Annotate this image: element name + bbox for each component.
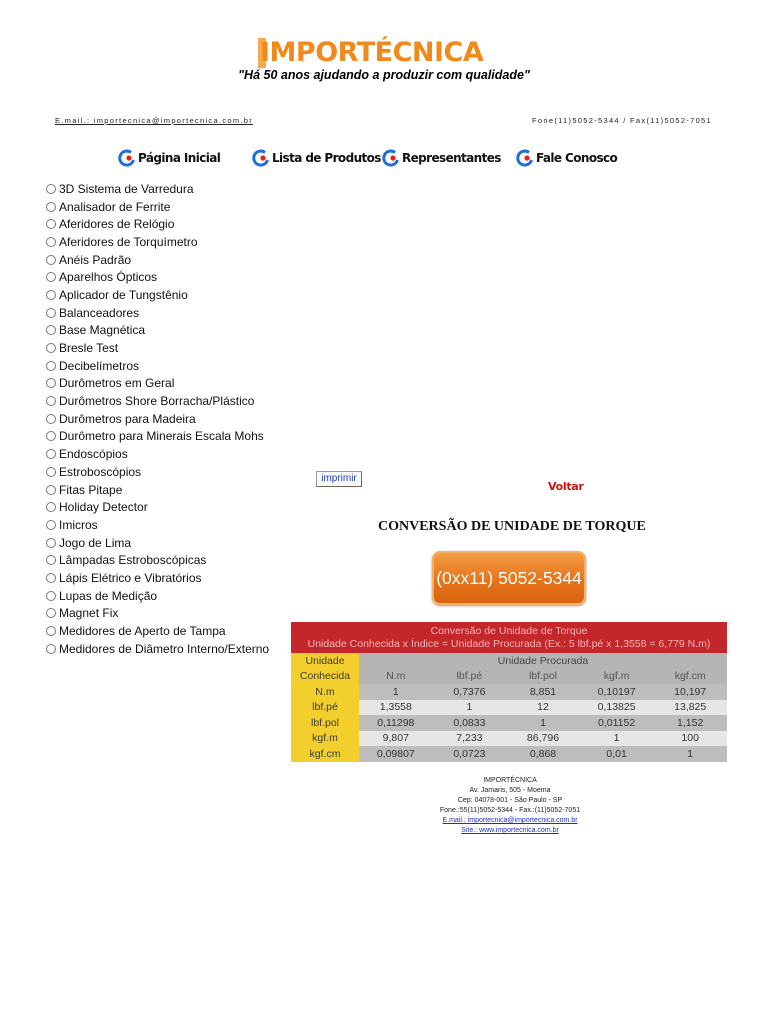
phone-badge: (0xx11) 5052-5344 [432,551,586,605]
radio-button[interactable] [46,184,56,194]
product-item[interactable] [46,198,269,216]
radio-button[interactable] [46,644,56,654]
product-label: Base Magnética [59,323,146,338]
table-row [291,669,727,685]
product-label: Durômetros Shore Borracha/Plástico [59,394,255,409]
product-label: Lupas de Medição [59,588,158,603]
product-label: Estroboscópios [59,464,142,479]
table-cell: 0,868 [506,746,580,762]
footer-company: IMPORTÉCNICA [483,777,537,784]
nav-contact-link[interactable] [516,148,617,168]
table-row [291,715,727,731]
radio-button[interactable] [46,485,56,495]
header-phone: Fone(11)5052-5344 / Fax(11)5052-7051 [532,116,712,125]
table-row [291,700,727,716]
product-label: Aferidores de Relógio [59,217,175,232]
table-cell: 0,13825 [580,700,654,716]
product-list [46,180,269,658]
table-cell: 10,197 [653,684,727,700]
radio-button[interactable] [46,555,56,565]
table-cell: 0,7376 [433,684,507,700]
product-item[interactable] [46,215,269,233]
nav-products-link[interactable] [252,148,381,168]
radio-button[interactable] [46,626,56,636]
radio-button[interactable] [46,467,56,477]
table-cell: 100 [653,731,727,747]
product-item[interactable] [46,569,269,587]
radio-button[interactable] [46,396,56,406]
product-item[interactable] [46,622,269,640]
table-header [291,622,727,653]
product-label: Analisador de Ferrite [59,199,171,214]
table-cell: 1,3558 [359,700,433,716]
radio-button[interactable] [46,414,56,424]
product-item[interactable] [46,375,269,393]
product-item[interactable] [46,445,269,463]
radio-button[interactable] [46,361,56,371]
product-item[interactable] [46,410,269,428]
table-cell: 86,796 [506,731,580,747]
company-logo [258,36,484,70]
product-item[interactable] [46,322,269,340]
radio-button[interactable] [46,237,56,247]
radio-button[interactable] [46,343,56,353]
table-cell: 0,09807 [359,746,433,762]
radio-button[interactable] [46,219,56,229]
table-cell: 0,01152 [580,715,654,731]
product-label: Balanceadores [59,305,140,320]
table-row [291,653,727,669]
radio-button[interactable] [46,255,56,265]
table-cell: 9,807 [359,731,433,747]
product-label: Fitas Pitape [59,482,123,497]
back-link[interactable]: Voltar [548,480,584,493]
radio-button[interactable] [46,449,56,459]
product-item[interactable] [46,498,269,516]
radio-button[interactable] [46,378,56,388]
table-cell: 12 [506,700,580,716]
sought-unit-label: Unidade Procurada [359,653,727,669]
row-unit-label: kgf.cm [291,746,359,762]
product-label: Aparelhos Ópticos [59,270,158,285]
product-label: Medidores de Aperto de Tampa [59,624,226,639]
table-cell: 0,10197 [580,684,654,700]
column-header: lbf.pol [506,669,580,685]
nav-reps-link[interactable] [382,148,501,168]
radio-button[interactable] [46,272,56,282]
product-item[interactable] [46,304,269,322]
product-item[interactable] [46,516,269,534]
radio-button[interactable] [46,573,56,583]
row-unit-label: lbf.pol [291,715,359,731]
product-item[interactable] [46,463,269,481]
nav-bullet-icon [118,149,136,167]
radio-button[interactable] [46,431,56,441]
product-item[interactable] [46,534,269,552]
product-label: Durômetros para Madeira [59,411,196,426]
product-item[interactable] [46,233,269,251]
product-label: Magnet Fix [59,606,119,621]
product-item[interactable] [46,180,269,198]
product-label: Holiday Detector [59,500,148,515]
radio-button[interactable] [46,202,56,212]
page-title: CONVERSÃO DE UNIDADE DE TORQUE [378,519,646,534]
product-label: Bresle Test [59,341,119,356]
product-item[interactable] [46,640,269,658]
slogan: "Há 50 anos ajudando a produzir com qualidade" [238,68,530,82]
nav-bullet-icon [252,149,270,167]
table-cell: 13,825 [653,700,727,716]
product-item[interactable] [46,605,269,623]
table-cell: 0,0833 [433,715,507,731]
product-label: Endoscópios [59,447,128,462]
table-cell: 1 [653,746,727,762]
product-item[interactable] [46,481,269,499]
product-label: Aferidores de Torquímetro [59,234,198,249]
known-unit-label-1: Unidade [291,653,359,669]
footer-phones: Fone.:55(11)5052-5344 - Fax.:(11)5052-7051 [439,807,581,814]
product-item[interactable] [46,587,269,605]
radio-button[interactable] [46,591,56,601]
table-cell: 1 [433,700,507,716]
footer-site-link[interactable]: Site.: www.importecnica.com.br [461,827,559,834]
product-label: Anéis Padrão [59,252,132,267]
product-label: Imicros [59,517,98,532]
product-label: 3D Sistema de Varredura [59,181,194,196]
footer-cep: Cep: 04078-001 - São Paulo - SP [457,797,563,804]
radio-button[interactable] [46,308,56,318]
nav-bullet-icon [516,149,534,167]
row-unit-label: kgf.m [291,731,359,747]
nav-bullet-icon [382,149,400,167]
table-cell: 8,851 [506,684,580,700]
product-item[interactable] [46,551,269,569]
nav-home-link[interactable] [118,148,220,168]
table-cell: 7,233 [433,731,507,747]
product-label: Aplicador de Tungstênio [59,287,188,302]
product-label: Durômetro para Minerais Escala Mohs [59,429,264,444]
footer [0,776,768,836]
product-item[interactable] [46,357,269,375]
radio-button[interactable] [46,502,56,512]
product-item[interactable] [46,286,269,304]
table-title: Conversão de Unidade de Torque [430,625,588,637]
product-label: Lápis Elétrico e Vibratórios [59,570,202,585]
nav-products-label: Lista de Produtos [272,151,381,165]
conversion-grid [291,653,727,762]
table-subtitle: Unidade Conhecida x Índice = Unidade Procurada (Ex.: 5 lbf.pé x 1,3558 = 6,779 N.m) [307,638,711,650]
product-label: Lâmpadas Estroboscópicas [59,553,207,568]
product-item[interactable] [46,251,269,269]
column-header: N.m [359,669,433,685]
row-unit-label: N.m [291,684,359,700]
product-label: Jogo de Lima [59,535,132,550]
table-cell: 1,152 [653,715,727,731]
nav-contact-label: Fale Conosco [536,151,618,165]
product-label: Medidores de Diâmetro Interno/Externo [59,641,270,656]
footer-address: Av. Jamaris, 505 - Moema [469,787,551,794]
table-row [291,731,727,747]
radio-button[interactable] [46,608,56,618]
product-label: Decibelímetros [59,358,140,373]
logo-text: IMPORTÉCNICA [260,37,484,68]
row-unit-label: lbf.pé [291,700,359,716]
radio-button[interactable] [46,325,56,335]
table-cell: 0,11298 [359,715,433,731]
table-cell: 1 [506,715,580,731]
radio-button[interactable] [46,538,56,548]
radio-button[interactable] [46,290,56,300]
product-item[interactable] [46,428,269,446]
print-button[interactable]: imprimir [316,471,362,487]
product-item[interactable] [46,339,269,357]
table-cell: 1 [580,731,654,747]
product-label: Durômetros em Geral [59,376,175,391]
nav-home-label: Página Inicial [138,151,221,165]
product-item[interactable] [46,392,269,410]
product-item[interactable] [46,268,269,286]
nav-reps-label: Representantes [402,151,501,165]
footer-email-link[interactable]: E.mail.: importecnica@importecnica.com.br [442,817,578,824]
torque-conversion-table [291,622,727,762]
table-cell: 0,01 [580,746,654,762]
table-row [291,684,727,700]
known-unit-label-2: Conhecida [291,669,359,685]
table-cell: 0,0723 [433,746,507,762]
column-header: kgf.cm [653,669,727,685]
column-header: kgf.m [580,669,654,685]
column-header: lbf.pé [433,669,507,685]
radio-button[interactable] [46,520,56,530]
header-email-link[interactable]: E.mail.: importecnica@importecnica.com.br [55,116,254,125]
table-cell: 1 [359,684,433,700]
table-row [291,746,727,762]
